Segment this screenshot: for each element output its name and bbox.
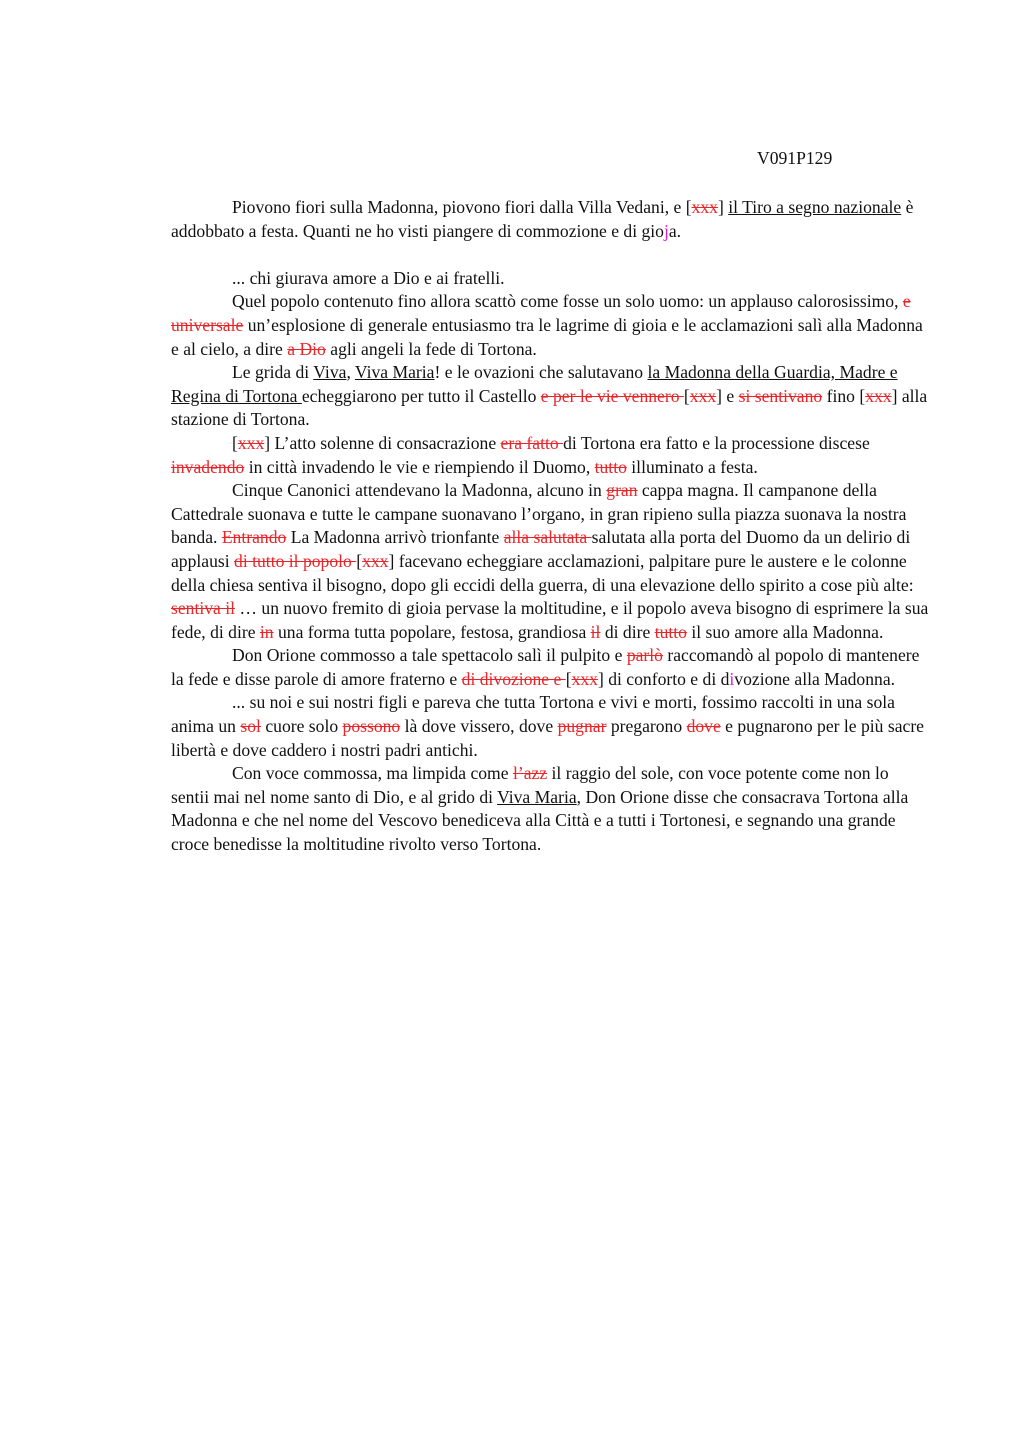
deleted-text: invadendo: [171, 456, 245, 477]
text-run: ... su noi e sui nostri figli e pareva che tutta Tortona e vivi e morti, fossimo raccolti in una sola anima un: [171, 692, 895, 737]
text-run: Cinque Canonici attendevano la Madonna, alcuno in: [232, 480, 607, 501]
text-run: in città invadendo le vie e riempiendo il Duomo,: [244, 456, 595, 477]
text-run: echeggiarono per tutto il Castello: [301, 385, 541, 406]
text-run: di Tortona era fatto e la processione discese: [563, 432, 870, 453]
deleted-text: xxx: [237, 432, 265, 453]
deleted-text: in: [259, 621, 274, 642]
deleted-text: a Dio: [287, 338, 326, 359]
text-run: ]: [717, 197, 729, 217]
deleted-text: Entrando: [221, 527, 287, 548]
text-run: Le grida di: [232, 362, 314, 383]
underlined-text: il Tiro a segno nazionale: [728, 197, 902, 217]
deleted-text: sol: [240, 716, 261, 737]
text-run: di dire: [600, 621, 655, 642]
paragraph: [171, 479, 931, 644]
deleted-text: e per le vie vennero: [540, 385, 684, 406]
text-run: La Madonna arrivò trionfante: [286, 527, 504, 548]
text-run: ] e: [716, 385, 739, 406]
text-run: ] facevano echeggiare acclamazioni, palpitare pure le austere e le colonne della chiesa sentiva il bisogno, dopo gli eccidi della guerra, di una elevazione dello spirito a cose più alte:: [171, 550, 914, 595]
text-run: pregarono: [606, 716, 687, 737]
paragraph: [171, 361, 931, 432]
text-run: il suo amore alla Madonna.: [686, 621, 884, 642]
text-run: illuminato a festa.: [626, 456, 758, 477]
text-run: raccomandò al popolo di mantenere la fede e disse parole di amore fraterno e: [171, 645, 920, 689]
text-run: a.: [668, 220, 682, 241]
paragraph: [171, 196, 931, 243]
text-run: Piovono fiori sulla Madonna, piovono fiori dalla Villa Vedani, e [: [232, 197, 692, 217]
text-run: una forma tutta popolare, festosa, grandiosa: [273, 621, 591, 642]
deleted-text: dove: [686, 716, 721, 737]
paragraph: [171, 290, 931, 361]
text-run: ,: [346, 362, 355, 383]
inserted-text: i: [729, 668, 735, 689]
text-run: un’esplosione di generale entusiasmo tra le lagrime di gioia e le acclamazioni salì alla Madonna e al cielo, a dire: [171, 314, 923, 359]
text-run: Con voce commossa, ma limpida come: [232, 763, 513, 784]
document-body: [171, 196, 931, 857]
text-run: [: [232, 432, 238, 453]
text-run: Don Orione commosso a tale spettacolo salì il pulpito e: [232, 645, 627, 666]
deleted-text: parlò: [626, 645, 663, 666]
text-run: ] alla stazione di Tortona.: [171, 385, 928, 430]
text-run: cuore solo: [260, 716, 343, 737]
underlined-text: la Madonna della Guardia, Madre e Regina di Tortona: [171, 362, 898, 406]
text-run: Quel popolo contenuto fino allora scattò come fosse un solo uomo: un applauso calorosissimo,: [232, 291, 903, 312]
deleted-text: il: [590, 621, 601, 642]
underlined-text: Viva Maria: [497, 786, 577, 807]
text-run: vozione alla Madonna.: [734, 668, 896, 689]
paragraph: [171, 432, 931, 479]
text-run: fino [: [822, 385, 866, 406]
deleted-text: xxx: [691, 197, 718, 217]
deleted-text: xxx: [571, 668, 598, 689]
text-run: , Don Orione disse che consacrava Tortona alla Madonna e che nel nome del Vescovo benediceva alla Città e a tutti i Tortonesi, e segnando una grande croce benedisse la moltitudine rivolto verso Tortona.: [171, 786, 909, 855]
text-run: … un nuovo fremito di gioia pervase la moltitudine, e il popolo aveva bisogno di esprimere la sua fede, di dire: [171, 598, 929, 642]
deleted-text: tutto: [594, 456, 627, 477]
deleted-text: era fatto: [500, 432, 564, 453]
deleted-text: alla salutata: [503, 527, 592, 548]
paragraph: [171, 762, 931, 856]
deleted-text: l’azz: [512, 763, 548, 784]
deleted-text: possono: [342, 716, 401, 737]
text-run: ! e le ovazioni che salutavano: [434, 362, 648, 383]
deleted-text: si sentivano: [738, 385, 823, 406]
underlined-text: Viva Maria: [354, 362, 435, 383]
deleted-text: e universale: [171, 291, 911, 335]
deleted-text: xxx: [865, 385, 892, 406]
text-run: salutata alla porta del Duomo da un delirio di applausi: [171, 527, 911, 571]
text-run: ] di conforto e di d: [597, 668, 730, 689]
deleted-text: sentiva il: [171, 598, 236, 619]
paragraph: [171, 691, 931, 762]
text-run: è addobbato a festa. Quanti ne ho visti piangere di commozione e di gio: [171, 197, 914, 241]
text-run: là dove vissero, dove: [400, 716, 558, 737]
deleted-text: di tutto il popolo: [234, 550, 357, 571]
text-run: [: [356, 550, 363, 571]
text-run: cappa magna. Il campanone della Cattedrale suonava e tutte le campane suonavano l’organo, in gran ripieno sulla piazza suonava la nostra banda.: [171, 480, 907, 548]
text-run: il raggio del sole, con voce potente come non lo sentii mai nel nome santo di Dio, e al grido di: [171, 763, 889, 807]
underlined-text: Viva: [313, 362, 347, 383]
deleted-text: pugnar: [557, 716, 607, 737]
text-run: [: [683, 385, 690, 406]
deleted-text: di divozione e: [461, 668, 566, 689]
text-run: agli angeli la fede di Tortona.: [325, 338, 537, 359]
inserted-text: j: [663, 220, 669, 241]
text-run: ... chi giurava amore a Dio e ai fratelli.: [232, 267, 505, 288]
paragraph: [171, 267, 931, 291]
deleted-text: xxx: [689, 385, 717, 406]
paragraph: [171, 644, 931, 691]
text-run: [: [565, 668, 572, 689]
deleted-text: tutto: [654, 621, 687, 642]
deleted-text: gran: [606, 480, 638, 501]
document-id-label: V091P129: [757, 148, 833, 168]
text-run: e pugnarono per le più sacre libertà e dove caddero i nostri padri antichi.: [171, 716, 924, 760]
deleted-text: xxx: [362, 550, 389, 571]
text-run: ] L’atto solenne di consacrazione: [264, 432, 501, 453]
